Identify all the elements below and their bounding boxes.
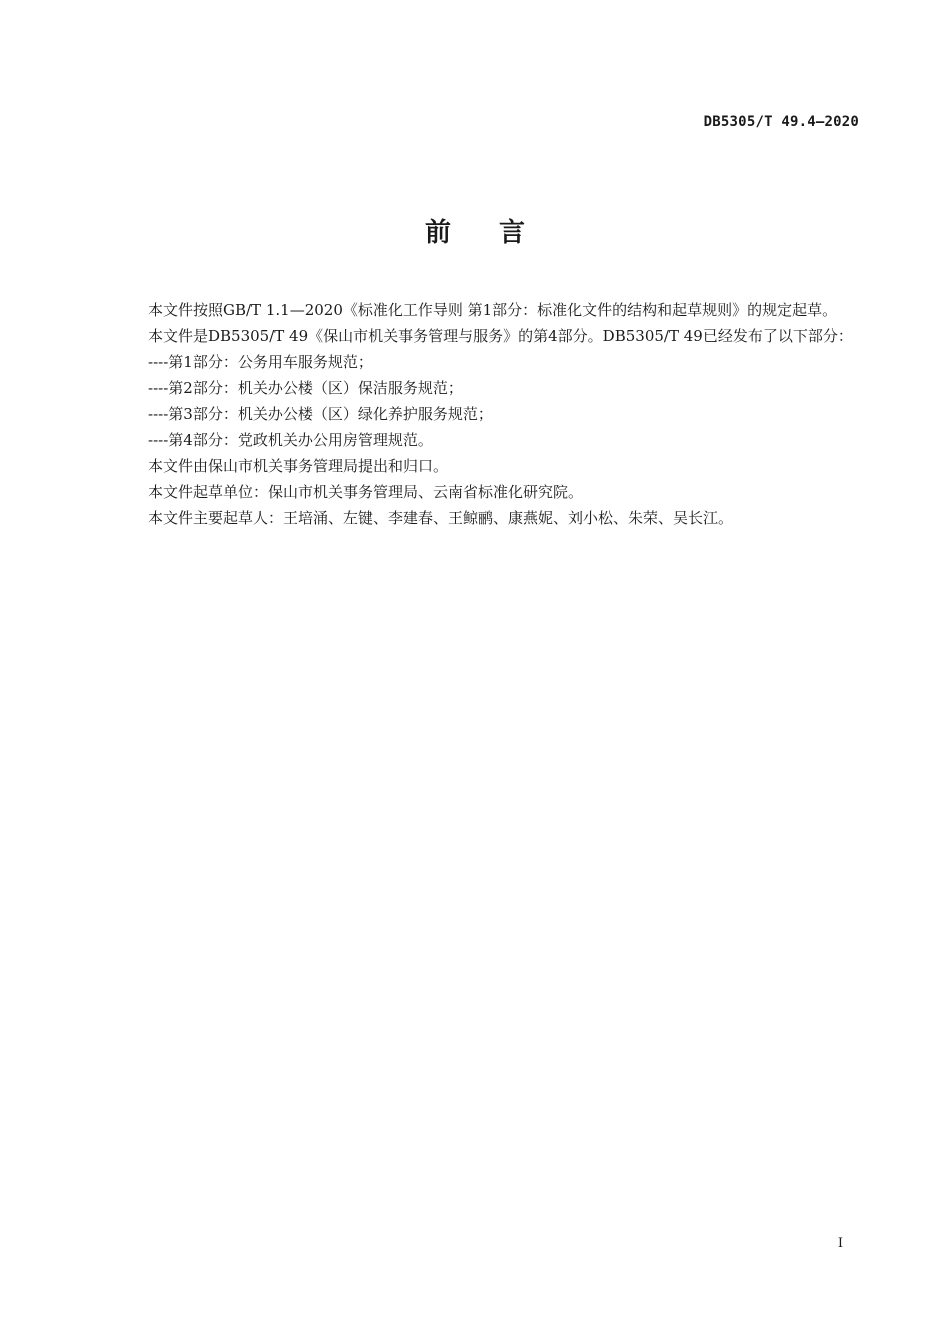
paragraph-drafters: 本文件主要起草人：王培涌、左键、李建春、王鲸鹂、康燕妮、刘小松、朱荣、吴长江。	[148, 509, 734, 527]
page-number: I	[837, 1236, 843, 1251]
paragraph-proposer: 本文件由保山市机关事务管理局提出和归口。	[148, 457, 449, 475]
list-item: ----第3部分：机关办公楼（区）绿化养护服务规范；	[148, 405, 493, 423]
list-item: ----第2部分：机关办公楼（区）保洁服务规范；	[148, 379, 463, 397]
page-title	[0, 212, 950, 249]
list-item: ----第1部分：公务用车服务规范；	[148, 353, 373, 371]
paragraph-drafting-units: 本文件起草单位：保山市机关事务管理局、云南省标准化研究院。	[148, 483, 584, 501]
document-body	[114, 297, 860, 531]
paragraph-series-info: 本文件是DB5305/T 49《保山市机关事务管理与服务》的第4部分。DB5305/T 49已经发布了以下部分：	[148, 327, 853, 345]
title-char: 言	[499, 218, 526, 248]
paragraph-drafting-rules: 本文件按照GB/T 1.1—2020《标准化工作导则 第1部分：标准化文件的结构和起草规则》的规定起草。	[148, 301, 838, 319]
title-char: 前	[424, 218, 451, 248]
list-item: ----第4部分：党政机关办公用房管理规范。	[148, 431, 433, 449]
document-code: DB5305/T 49.4—2020	[703, 114, 859, 130]
